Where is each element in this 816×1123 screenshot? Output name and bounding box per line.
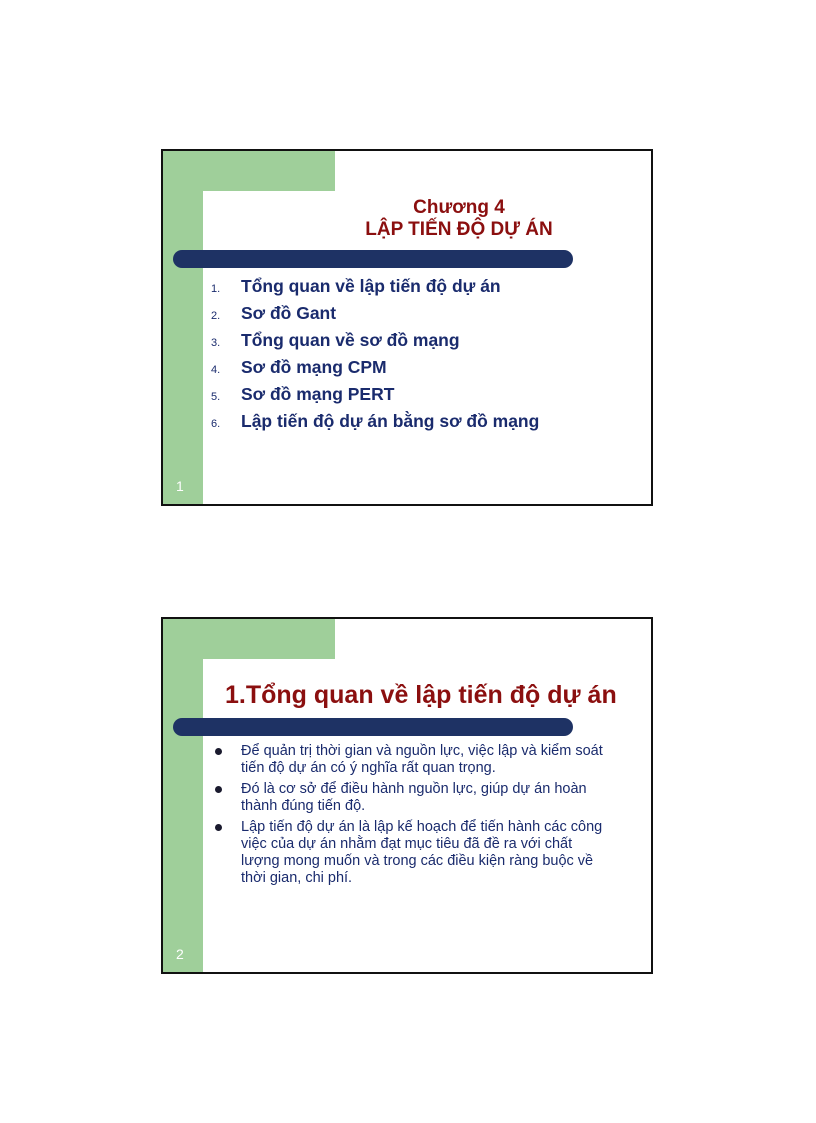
list-item: 4. Sơ đồ mạng CPM <box>211 357 387 377</box>
list-item: Đó là cơ sở để điều hành nguồn lực, giúp dự án hoàn thành đúng tiến độ. <box>211 781 611 815</box>
title-divider-bar <box>173 718 573 736</box>
slide-2 <box>161 617 653 974</box>
list-item: 5. Sơ đồ mạng PERT <box>211 384 395 404</box>
bullet-dot-icon <box>215 748 222 755</box>
list-item: 6. Lập tiến độ dự án bằng sơ đồ mạng <box>211 411 540 431</box>
table-of-contents <box>211 276 539 438</box>
slide-title <box>163 197 653 241</box>
slide-title: 1.Tổng quan về lập tiến độ dự án <box>225 681 617 709</box>
chapter-label: Chương 4 <box>413 197 505 218</box>
title-divider-bar <box>173 250 573 268</box>
slide-number: 1 <box>176 478 184 494</box>
slide-1 <box>161 149 653 506</box>
green-top-band <box>203 619 335 659</box>
slide-number: 2 <box>176 946 184 962</box>
bullet-dot-icon <box>215 824 222 831</box>
chapter-title: LẬP TIẾN ĐỘ DỰ ÁN <box>365 219 553 240</box>
bullet-dot-icon <box>215 786 222 793</box>
list-item: 1. Tổng quan về lập tiến độ dự án <box>211 276 501 296</box>
list-item: 2. Sơ đồ Gant <box>211 303 337 323</box>
green-top-band <box>203 151 335 191</box>
list-item: 3. Tổng quan về sơ đồ mạng <box>211 330 460 350</box>
green-sidebar <box>163 619 203 972</box>
list-item: Để quản trị thời gian và nguồn lực, việc lập và kiểm soát tiến độ dự án có ý nghĩa rất quan trọng. <box>211 743 611 777</box>
list-item: Lập tiến độ dự án là lập kế hoạch để tiến hành các công việc của dự án nhằm đạt mục tiêu đã đề ra với chất lượng mong muốn và trong các điều kiện ràng buộc về thời gian, chi phí. <box>211 819 611 887</box>
bullet-list <box>211 743 611 891</box>
